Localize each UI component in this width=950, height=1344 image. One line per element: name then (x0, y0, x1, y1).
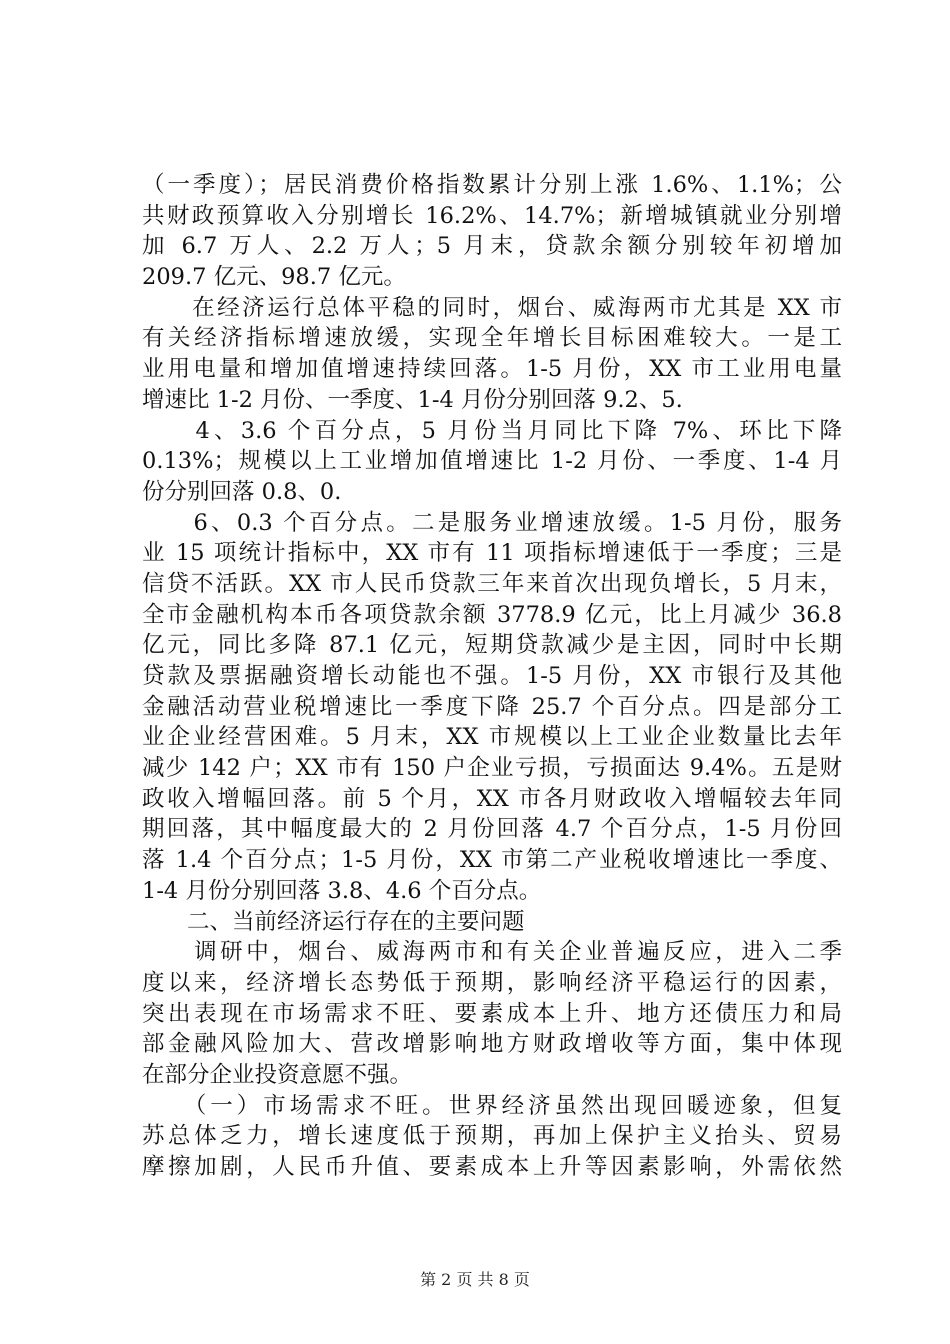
text-line: 增速比 1-2 月份、一季度、1-4 月份分别回落 9.2、5. (142, 386, 683, 413)
text-line: 亿元，同比多降 87.1 亿元，短期贷款减少是主因，同时中长期 (142, 632, 842, 659)
text-line: 业企业经营困难。5 月末，XX 市规模以上工业企业数量比去年 (142, 724, 842, 751)
text-line: （一季度）；居民消费价格指数累计分别上涨 1.6%、1.1%；公 (142, 172, 842, 198)
text-line: 贷款及票据融资增长动能也不强。1-5 月份，XX 市银行及其他 (142, 663, 842, 689)
text-line: 业用电量和增加值增速持续回落。1-5 月份，XX 市工业用电量 (142, 356, 842, 383)
text-line: 4、3.6 个百分点，5 月份当月同比下降 7%、环比下降 (142, 417, 842, 444)
text-line: 在部分企业投资意愿不强。 (142, 1061, 413, 1088)
text-line: 6、0.3 个百分点。二是服务业增速放缓。1-5 月份，服务 (142, 509, 842, 536)
text-line: 在经济运行总体平稳的同时，烟台、威海两市尤其是 XX 市 (142, 294, 842, 321)
text-line: 209.7 亿元、98.7 亿元。 (142, 264, 406, 291)
text-line: 突出表现在市场需求不旺、要素成本上升、地方还债压力和局 (142, 1000, 842, 1027)
text-line: 摩擦加剧，人民币升值、要素成本上升等因素影响，外需依然 (142, 1154, 842, 1180)
text-line: 0.13%；规模以上工业增加值增速比 1-2 月份、一季度、1-4 月 (142, 448, 842, 475)
text-line: 调研中，烟台、威海两市和有关企业普遍反应，进入二季 (142, 939, 842, 966)
text-line: 业 15 项统计指标中，XX 市有 11 项指标增速低于一季度；三是 (142, 540, 842, 567)
text-line: 落 1.4 个百分点；1-5 月份，XX 市第二产业税收增速比一季度、 (142, 847, 842, 874)
text-line: 度以来，经济增长态势低于预期，影响经济平稳运行的因素， (142, 969, 842, 996)
text-line: 1-4 月份分别回落 3.8、4.6 个百分点。 (142, 877, 542, 904)
text-line: 共财政预算收入分别增长 16.2%、14.7%；新增城镇就业分别增 (142, 202, 842, 229)
text-line: 金融活动营业税增速比一季度下降 25.7 个百分点。四是部分工 (142, 693, 842, 720)
text-line: 份分别回落 0.8、0. (142, 478, 342, 505)
text-line: 信贷不活跃。XX 市人民币贷款三年来首次出现负增长，5 月末， (142, 570, 842, 597)
text-line: （一）市场需求不旺。世界经济虽然出现回暖迹象，但复 (142, 1092, 842, 1119)
text-line: 期回落，其中幅度最大的 2 月份回落 4.7 个百分点，1-5 月份回 (142, 816, 842, 843)
text-line: 有关经济指标增速放缓，实现全年增长目标困难较大。一是工 (142, 325, 842, 352)
page-footer: 第 2 页 共 8 页 (420, 1270, 530, 1289)
text-line: 全市金融机构本币各项贷款余额 3778.9 亿元，比上月减少 36.8 (142, 601, 842, 628)
text-line: 二、当前经济运行存在的主要问题 (142, 908, 525, 935)
text-line: 政收入增幅回落。前 5 个月，XX 市各月财政收入增幅较去年同 (142, 785, 842, 812)
text-line: 减少 142 户；XX 市有 150 户企业亏损，亏损面达 9.4%。五是财 (142, 755, 842, 782)
text-line: 加 6.7 万人、2.2 万人；5 月末，贷款余额分别较年初增加 (142, 233, 842, 260)
text-line: 部金融风险加大、营改增影响地方财政增收等方面，集中体现 (142, 1031, 842, 1058)
text-line: 苏总体乏力，增长速度低于预期，再加上保护主义抬头、贸易 (142, 1123, 842, 1150)
body-text (142, 170, 842, 1183)
